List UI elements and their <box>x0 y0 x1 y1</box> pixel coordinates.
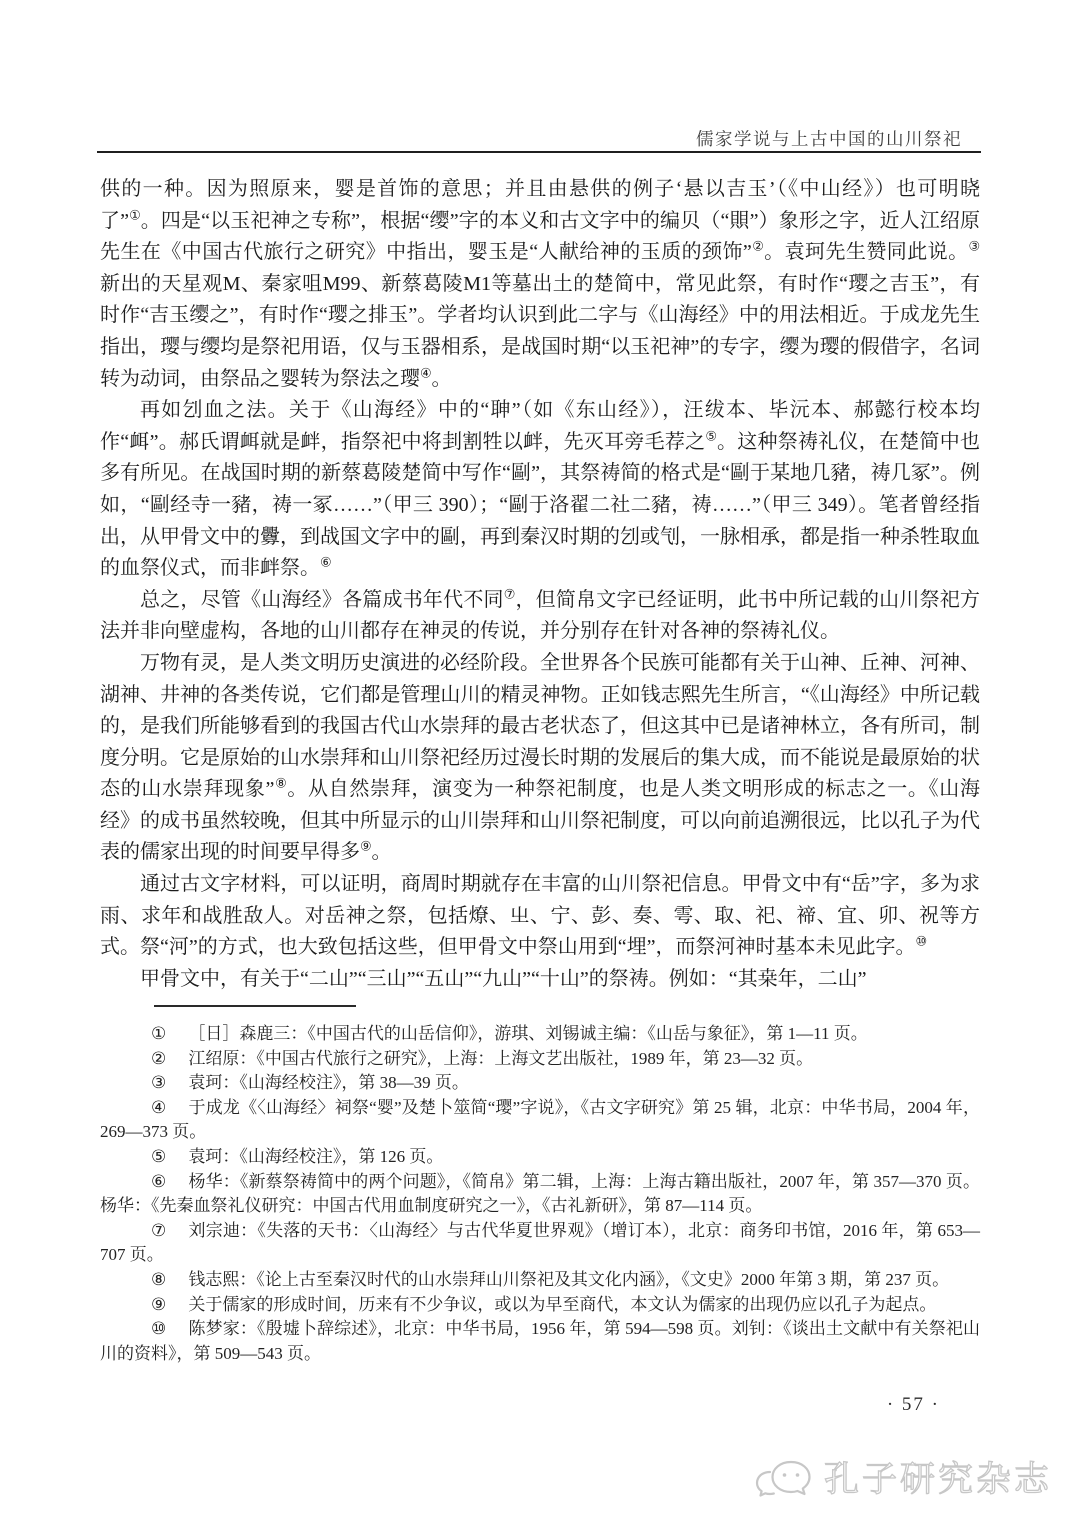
body-paragraph: 通过古文字材料，可以证明，商周时期就存在丰富的山川祭祀信息。甲骨文中有“岳”字，多为求雨、求年和战胜敌人。对岳神之祭，包括燎、㞢、宁、彭、奏、雩、取、祀、禘、宜、卯、祝等方式。祭“河”的方式，也大致包括这些，但甲骨文中祭山用到“埋”，而祭河神时基本未见此字。⑩ <box>100 873 980 959</box>
footnote-marker: ⑤ <box>151 1146 167 1166</box>
page-number: · 57 · <box>886 1394 940 1415</box>
footnote <box>100 1145 980 1170</box>
footnote <box>100 1317 980 1366</box>
footnote-marker: ⑧ <box>151 1269 167 1289</box>
footnote-marker: ③ <box>151 1073 167 1093</box>
footnote <box>100 1170 980 1219</box>
body-paragraph: 万物有灵，是人类文明历史演进的必经阶段。全世界各个民族可能都有关于山神、丘神、河神、湖神、井神的各类传说，它们都是管理山川的精灵神物。正如钱志熙先生所言，“《山海经》中所记载的，是我们所能够看到的我国古代山水崇拜的最古老状态了，但这其中已是诸神林立，各有所司，制度分明。它是原始的山水崇拜和山川祭祀经历过漫长时期的发展后的集大成，而不能说是最原始的状态的山水崇拜现象”⑧。从自然崇拜，演变为一种祭祀制度，也是人类文明形成的标志之一。《山海经》的成书虽然较晚，但其中所显示的山川崇拜和山川祭祀制度，可以向前追溯很远，比以孔子为代表的儒家出现的时间要早得多⑨。 <box>100 651 980 864</box>
footnote-text: 袁珂：《山海经校注》，第 38—39 页。 <box>188 1073 469 1093</box>
footnote-text: 袁珂：《山海经校注》，第 126 页。 <box>188 1146 444 1166</box>
footnote-separator <box>154 1005 356 1007</box>
header-rule <box>97 151 981 153</box>
body-paragraph: 再如刉血之法。关于《山海经》中的“䎶”（如《东山经》），汪绂本、毕沅本、郝懿行校本均作“衈”。郝氏谓衈就是衅，指祭祀中将刲割牲以衅，先灭耳旁毛荐之⑤。这种祭祷礼仪，在楚简中也多有所见。在战国时期的新蔡葛陵楚简中写作“剾”，其祭祷简的格式是“剾于某地几豬，祷几冢”。例如，“剾经寺一豬，祷一冢……”（甲三 390）；“剾于洛翟二社二豬，祷……”（甲三 349）。笔者曾经指出，从甲骨文中的釁，到战国文字中的剾，再到秦汉时期的刉或刏，一脉相承，都是指一种杀牲取血的血祭仪式，而非衅祭。⑥ <box>100 399 980 580</box>
footnote-text: 杨华：《新蔡祭祷简中的两个问题》，《简帛》第二辑，上海：上海古籍出版社，2007 年，第 357—370 页。杨华：《先秦血祭礼仪研究：中国古代用血制度研究之一》，《古礼新研》，第 87—114 页。 <box>100 1171 981 1216</box>
footnote-ref: ⑦ <box>503 587 516 602</box>
footnote-ref: ② <box>751 239 765 254</box>
footnote-ref: ① <box>129 207 141 222</box>
footnote-ref: ⑤ <box>705 429 718 444</box>
footnote-text: 于成龙《〈山海经〉祠祭“婴”及楚卜筮简“璎”字说》，《古文字研究》第 25 辑，北京：中华书局，2004 年，269—373 页。 <box>100 1097 980 1142</box>
wechat-logo-icon <box>754 1454 816 1500</box>
body-paragraph: 甲骨文中，有关于“二山”“三山”“五山”“九山”“十山”的祭祷。例如：“其桒年，二山” <box>140 967 867 990</box>
footnote-ref: ④ <box>420 365 432 380</box>
footnotes <box>100 1022 980 1366</box>
watermark-text: 孔子研究杂志 <box>823 1460 1052 1499</box>
body-paragraph: 供的一种。因为照原来，婴是首饰的意思；并且由悬供的例子‘悬以吉玉’（《中山经》）也可明晓了”①。四是“以玉祀神之专称”，根据“缨”字的本义和古文字中的编贝（“賏”）象形之字，近人江绍原先生在《中国古代旅行之研究》中指出，婴玉是“人献给神的玉质的颈饰”②。袁珂先生赞同此说。③新出的天星观M、秦家咀M99、新蔡葛陵M1等墓出土的楚简中，常见此祭，有时作“璎之吉玉”，有时作“吉玉缨之”，有时作“璎之排玉”。学者均认识到此二字与《山海经》中的用法相近。于成龙先生指出，璎与缨均是祭祀用语，仅与玉器相系，是战国时期“以玉祀神”的专字，缨为璎的假借字，名词转为动词，由祭品之婴转为祭法之璎④。 <box>100 178 980 390</box>
footnote-marker: ⑦ <box>151 1220 167 1240</box>
footnote <box>100 1047 980 1072</box>
footnote-text: 刘宗迪：《失落的天书：〈山海经〉与古代华夏世界观》（增订本），北京：商务印书馆，2016 年，第 653—707 页。 <box>100 1220 980 1265</box>
footnote-ref: ⑥ <box>320 555 332 570</box>
footnote-marker: ① <box>151 1024 167 1043</box>
footnote <box>100 1071 980 1096</box>
footnote-marker: ② <box>151 1048 167 1068</box>
body-paragraphs <box>100 174 980 995</box>
footnote-ref: ⑨ <box>360 839 372 854</box>
footnote <box>100 1219 980 1268</box>
footnote <box>100 1293 980 1318</box>
footnote-ref: ⑧ <box>274 776 288 791</box>
footnote-ref: ⑩ <box>915 934 927 949</box>
footnote-text: 关于儒家的形成时间，历来有不少争议，或以为早至商代，本文认为儒家的出现仍应以孔子为起点。 <box>188 1294 937 1314</box>
footnote <box>100 1096 980 1145</box>
footnote <box>100 1268 980 1293</box>
footnote-text: 江绍原：《中国古代旅行之研究》，上海：上海文艺出版社，1989 年，第 23—32 页。 <box>188 1048 814 1068</box>
footnote-text: ［日］森鹿三：《中国古代的山岳信仰》，游琪、刘锡诚主编：《山岳与象征》，第 1—11 页。 <box>188 1024 868 1043</box>
footnote-ref: ③ <box>968 239 980 254</box>
footnote-text: 钱志熙：《论上古至秦汉时代的山水崇拜山川祭祀及其文化内涵》，《文史》2000 年第 3 期，第 237 页。 <box>188 1269 950 1289</box>
journal-watermark <box>754 1452 1052 1502</box>
footnote-marker: ⑩ <box>151 1319 167 1339</box>
footnote-marker: ④ <box>151 1097 167 1117</box>
footnote-marker: ⑨ <box>151 1294 167 1314</box>
footnote-text: 陈梦家：《殷墟卜辞综述》，北京：中华书局，1956 年，第 594—598 页。刘钊：《谈出土文献中有关祭祀山川的资料》，第 509—543 页。 <box>100 1319 981 1363</box>
body-paragraph: 总之，尽管《山海经》各篇成书年代不同⑦，但简帛文字已经证明，此书中所记载的山川祭祀方法并非向壁虚构，各地的山川都存在神灵的传说，并分别存在针对各神的祭祷礼仪。 <box>100 587 981 643</box>
footnote <box>100 1022 980 1047</box>
running-header-title: 儒家学说与上古中国的山川祭祀 <box>696 129 962 149</box>
footnote-marker: ⑥ <box>151 1171 167 1191</box>
